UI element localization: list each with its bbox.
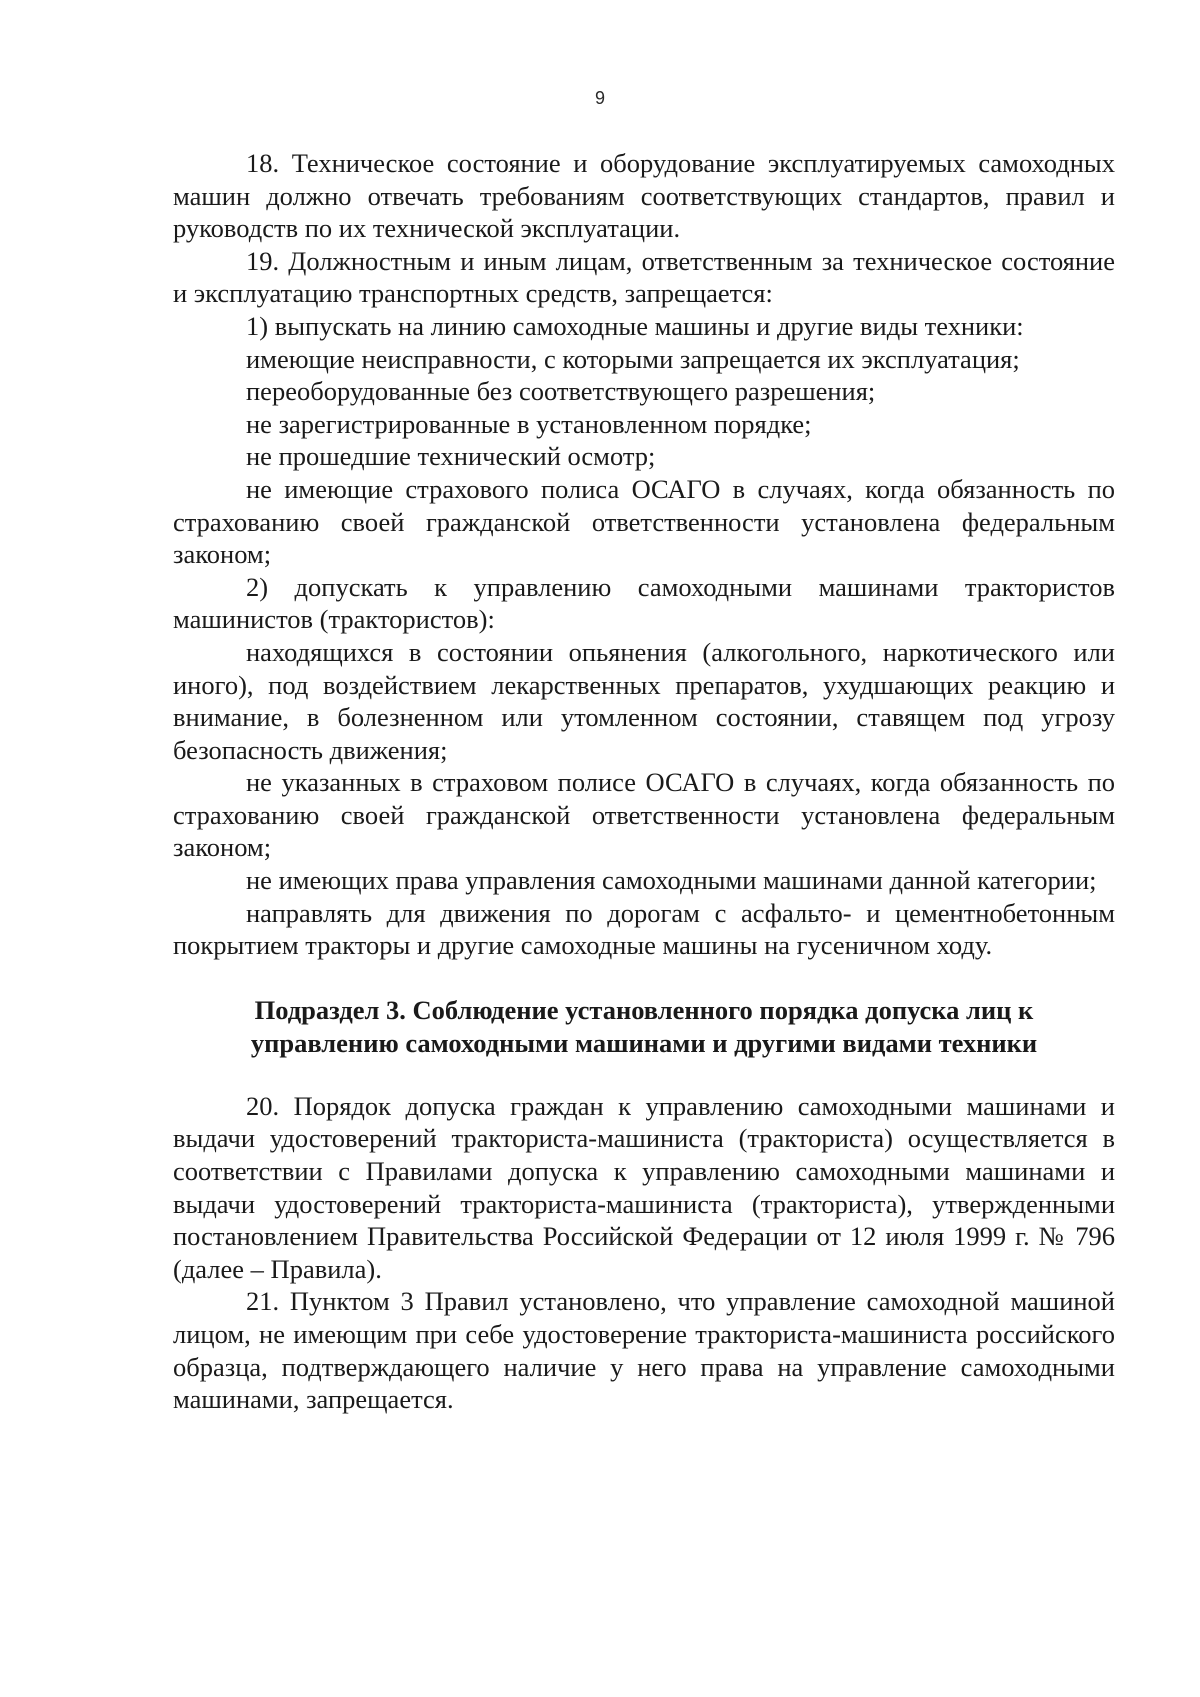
paragraph-19: 19. Должностным и иным лицам, ответственным за техническое состояние и эксплуатацию транспортных средств, запрещается:: [173, 245, 1115, 309]
list-subitem: не имеющие страхового полиса ОСАГО в случаях, когда обязанность по страхованию своей гражданской ответственности установлена федеральным законом;: [173, 473, 1115, 570]
list-subitem: не указанных в страховом полисе ОСАГО в случаях, когда обязанность по страхованию своей гражданской ответственности установлена федеральным законом;: [173, 767, 1115, 863]
section-heading-line-1: Подраздел 3. Соблюдение установленного порядка допуска лиц к: [254, 994, 1034, 1025]
list-item-1: 1) выпускать на линию самоходные машины и другие виды техники:: [246, 310, 1024, 341]
list-subitem: имеющие неисправности, с которыми запрещается их эксплуатация;: [246, 343, 1020, 374]
page-number: 9: [594, 88, 605, 108]
list-subitem: не имеющих права управления самоходными машинами данной категории;: [246, 865, 1097, 896]
list-subitem: не зарегистрированные в установленном порядке;: [246, 408, 812, 439]
section-heading-line-2: управлению самоходными машинами и другими видами техники: [250, 1027, 1038, 1058]
list-subitem: переоборудованные без соответствующего разрешения;: [246, 376, 876, 407]
list-subitem: направлять для движения по дорогам с асфальто- и цементнобетонным покрытием тракторы и другие самоходные машины на гусеничном ходу.: [173, 897, 1115, 961]
list-subitem: не прошедшие технический осмотр;: [246, 441, 656, 472]
document-body: [173, 147, 1115, 1416]
list-subitem: находящихся в состоянии опьянения (алкогольного, наркотического или иного), под воздействием лекарственных препаратов, ухудшающих реакцию и внимание, в болезненном или утомленном состоянии, ставящем под угрозу безопасность движения;: [173, 636, 1115, 765]
paragraph-18: 18. Техническое состояние и оборудование эксплуатируемых самоходных машин должно отвечать требованиям соответствующих стандартов, правил и руководств по их технической эксплуатации.: [173, 148, 1115, 244]
paragraph-21: 21. Пунктом 3 Правил установлено, что управление самоходной машиной лицом, не имеющим при себе удостоверение тракториста-машиниста российского образца, подтверждающего наличие у него права на управление самоходными машинами, запрещается.: [173, 1286, 1115, 1415]
section-heading: [173, 962, 1115, 1090]
list-item-2: 2) допускать к управлению самоходными машинами трактористов машинистов (трактористов):: [173, 571, 1115, 635]
paragraph-20: 20. Порядок допуска граждан к управлению самоходными машинами и выдачи удостоверений тракториста-машиниста (тракториста) осуществляется в соответствии с Правилами допуска к управлению самоходными машинами и выдачи удостоверений тракториста-машиниста (тракториста), утвержденными постановлением Правительства Российской Федерации от 12 июля 1999 г. № 796 (далее – Правила).: [173, 1090, 1115, 1284]
